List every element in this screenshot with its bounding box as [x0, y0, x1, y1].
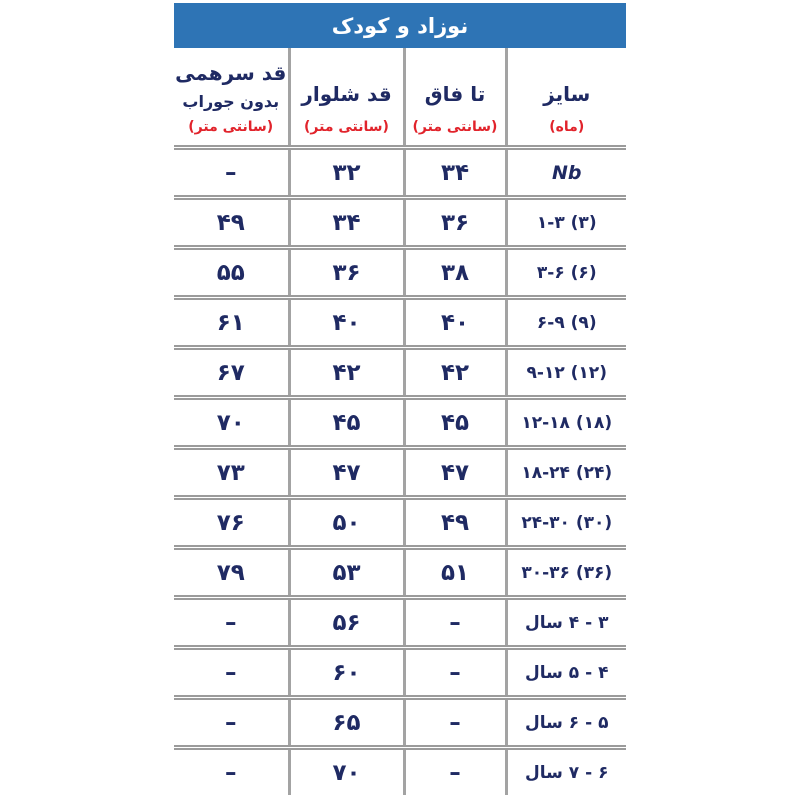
- table-row: [174, 398, 626, 448]
- cell-crotch: ۵۱: [404, 548, 506, 598]
- cell-overall: –: [174, 598, 289, 648]
- cell-pants: ۳۴: [289, 198, 404, 248]
- pants-col-unit: (سانتی متر): [304, 118, 389, 135]
- cell-size: (۶) ۳-۶: [506, 248, 626, 298]
- cell-size: (۳۶) ۳۰-۳۶: [506, 548, 626, 598]
- cell-pants: ۶۵: [289, 698, 404, 748]
- table-row: [174, 548, 626, 598]
- cell-overall: ۷۳: [174, 448, 289, 498]
- cell-overall: –: [174, 648, 289, 698]
- table-row: [174, 348, 626, 398]
- cell-crotch: –: [404, 648, 506, 698]
- cell-crotch: ۴۲: [404, 348, 506, 398]
- overall-col-label: قد سرهمی: [175, 61, 287, 86]
- cell-pants: ۷۰: [289, 748, 404, 796]
- cell-pants: ۴۲: [289, 348, 404, 398]
- cell-size: (۳) ۱-۳: [506, 198, 626, 248]
- crotch-col-label: تا فاق: [424, 81, 486, 106]
- col-header-overall: [174, 48, 289, 148]
- cell-crotch: ۴۷: [404, 448, 506, 498]
- cell-crotch: –: [404, 698, 506, 748]
- cell-size: ۴ - ۵ سال: [506, 648, 626, 698]
- cell-overall: ۷۶: [174, 498, 289, 548]
- cell-crotch: ۳۴: [404, 148, 506, 198]
- cell-size: (۲۴) ۱۸-۲۴: [506, 448, 626, 498]
- cell-pants: ۵۶: [289, 598, 404, 648]
- table-row: [174, 598, 626, 648]
- cell-pants: ۵۰: [289, 498, 404, 548]
- size-col-unit: (ماه): [549, 118, 585, 135]
- col-header-pants: [289, 48, 404, 148]
- cell-crotch: ۳۶: [404, 198, 506, 248]
- cell-size: Nb: [506, 148, 626, 198]
- table-row: [174, 748, 626, 796]
- cell-pants: ۳۲: [289, 148, 404, 198]
- size-chart: [174, 3, 626, 795]
- table-row: [174, 198, 626, 248]
- cell-size: ۳ - ۴ سال: [506, 598, 626, 648]
- cell-overall: ۶۷: [174, 348, 289, 398]
- header-row: [174, 48, 626, 148]
- table-row: [174, 698, 626, 748]
- table-row: [174, 498, 626, 548]
- cell-crotch: –: [404, 598, 506, 648]
- cell-overall: ۴۹: [174, 198, 289, 248]
- cell-overall: ۵۵: [174, 248, 289, 298]
- table-row: [174, 148, 626, 198]
- table-title: نوزاد و کودک: [174, 3, 626, 48]
- col-header-crotch: [404, 48, 506, 148]
- cell-size: (۱۸) ۱۲-۱۸: [506, 398, 626, 448]
- cell-overall: –: [225, 759, 237, 786]
- cell-crotch: –: [404, 748, 506, 796]
- pants-col-label: قد شلوار: [301, 81, 392, 106]
- cell-crotch: ۴۹: [404, 498, 506, 548]
- table-row: [174, 298, 626, 348]
- cell-overall: –: [174, 148, 289, 198]
- cell-size: ۵ - ۶ سال: [506, 698, 626, 748]
- cell-size: ۶ - ۷ سال: [506, 748, 626, 796]
- crotch-col-unit: (سانتی متر): [412, 118, 498, 135]
- cell-overall: ۷۰: [174, 398, 289, 448]
- cell-overall: ۶۱: [174, 298, 289, 348]
- cell-pants: ۴۷: [289, 448, 404, 498]
- cell-crotch: ۴۰: [404, 298, 506, 348]
- table-row: [174, 648, 626, 698]
- cell-size: (۹) ۶-۹: [506, 298, 626, 348]
- cell-pants: ۴۰: [289, 298, 404, 348]
- table-row: [174, 248, 626, 298]
- cell-pants: ۵۳: [289, 548, 404, 598]
- cell-size: (۱۲) ۹-۱۲: [506, 348, 626, 398]
- table-row: [174, 448, 626, 498]
- cell-crotch: ۳۸: [404, 248, 506, 298]
- cell-pants: ۶۰: [289, 648, 404, 698]
- cell-pants: ۳۶: [289, 248, 404, 298]
- size-table: [174, 48, 626, 795]
- cell-size: (۳۰) ۲۴-۳۰: [506, 498, 626, 548]
- overall-col-unit: (سانتی متر): [188, 118, 274, 135]
- col-header-size: [506, 48, 626, 148]
- cell-overall: ۷۹: [174, 548, 289, 598]
- size-col-label: سایز: [543, 81, 591, 106]
- cell-crotch: ۴۵: [404, 398, 506, 448]
- cell-overall: –: [174, 698, 289, 748]
- overall-col-sublabel: بدون جوراب: [182, 92, 280, 112]
- cell-pants: ۴۵: [289, 398, 404, 448]
